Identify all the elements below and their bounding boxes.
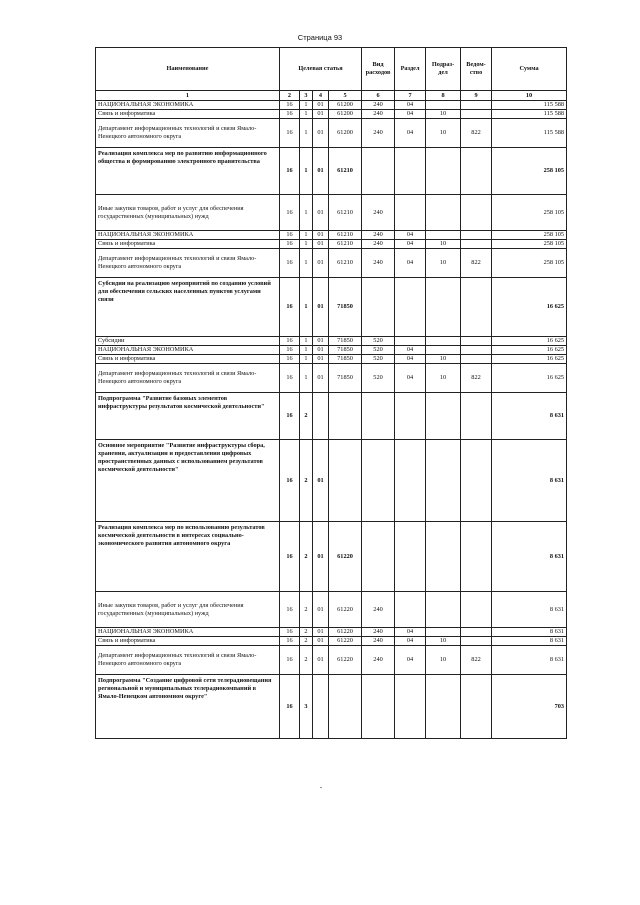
table-row (96, 249, 567, 278)
table-row (96, 355, 567, 364)
row-cell: 1 (300, 119, 313, 148)
column-number: 7 (395, 91, 426, 101)
column-number: 8 (426, 91, 461, 101)
row-cell: 04 (395, 249, 426, 278)
row-cell: 16 (280, 646, 300, 675)
row-cell: 04 (395, 110, 426, 119)
row-cell: 16 (280, 195, 300, 231)
header-section: Раздел (395, 48, 426, 91)
row-cell: 61210 (329, 195, 362, 231)
row-cell: 2 (300, 393, 313, 440)
table-row (96, 278, 567, 337)
row-cell (461, 231, 492, 240)
row-cell (362, 393, 395, 440)
row-cell (395, 278, 426, 337)
row-cell: 01 (313, 101, 329, 110)
row-cell (461, 440, 492, 522)
row-cell: 10 (426, 240, 461, 249)
row-cell (362, 675, 395, 739)
row-cell: 2 (300, 440, 313, 522)
table-row (96, 440, 567, 522)
row-name: Реализация комплекса мер по развитию информационного общества и формированию электронного правительства (96, 148, 280, 195)
column-number: 9 (461, 91, 492, 101)
row-cell: 520 (362, 355, 395, 364)
table-row (96, 592, 567, 628)
row-cell: 822 (461, 119, 492, 148)
table-row (96, 195, 567, 231)
row-cell (426, 440, 461, 522)
row-name: Иные закупки товаров, работ и услуг для обеспечения государственных (муниципальных) нужд (96, 592, 280, 628)
row-cell: 01 (313, 278, 329, 337)
row-name: НАЦИОНАЛЬНАЯ ЭКОНОМИКА (96, 101, 280, 110)
row-cell: 16 (280, 592, 300, 628)
row-name: Департамент информационных технологий и связи Ямало-Ненецкого автономного округа (96, 646, 280, 675)
row-cell: 240 (362, 628, 395, 637)
row-name: Субсидии (96, 337, 280, 346)
row-cell: 01 (313, 148, 329, 195)
header-expense-type: Вид расходов (362, 48, 395, 91)
row-cell (426, 148, 461, 195)
row-cell: 01 (313, 119, 329, 148)
row-cell: 01 (313, 240, 329, 249)
row-cell (395, 592, 426, 628)
table-row (96, 637, 567, 646)
row-name: Реализация комплекса мер по использованию результатов космической деятельности в интересах социально-экономического развития автономного округа (96, 522, 280, 592)
row-cell: 04 (395, 628, 426, 637)
row-cell: 01 (313, 337, 329, 346)
row-cell: 2 (300, 592, 313, 628)
row-cell: 71850 (329, 337, 362, 346)
row-name: Связь и информатика (96, 355, 280, 364)
row-cell (329, 440, 362, 522)
row-cell: 16 (280, 110, 300, 119)
row-cell: 520 (362, 364, 395, 393)
row-cell: 71850 (329, 364, 362, 393)
row-cell (426, 346, 461, 355)
row-name: Департамент информационных технологий и связи Ямало-Ненецкого автономного округа (96, 119, 280, 148)
row-cell: 01 (313, 195, 329, 231)
row-cell: 61200 (329, 101, 362, 110)
row-sum: 258 105 (492, 148, 567, 195)
table-row (96, 148, 567, 195)
row-sum: 258 105 (492, 240, 567, 249)
row-name: Основное мероприятие "Развитие инфраструктуры сбора, хранения, актуализации и предоставления цифровых пространственных данных с использованием результатов космической деятельности" (96, 440, 280, 522)
table-row (96, 628, 567, 637)
row-cell: 1 (300, 195, 313, 231)
row-cell: 61210 (329, 231, 362, 240)
row-cell: 2 (300, 637, 313, 646)
table-row (96, 119, 567, 148)
row-cell: 01 (313, 440, 329, 522)
row-cell: 61210 (329, 240, 362, 249)
row-cell: 1 (300, 249, 313, 278)
row-cell: 240 (362, 240, 395, 249)
row-cell: 2 (300, 522, 313, 592)
row-cell: 61200 (329, 110, 362, 119)
row-cell: 16 (280, 119, 300, 148)
row-cell: 01 (313, 592, 329, 628)
row-cell (426, 592, 461, 628)
row-cell: 16 (280, 148, 300, 195)
table-row (96, 646, 567, 675)
row-cell: 16 (280, 101, 300, 110)
row-sum: 16 625 (492, 364, 567, 393)
row-cell: 16 (280, 637, 300, 646)
row-cell (426, 231, 461, 240)
row-cell: 1 (300, 355, 313, 364)
row-cell: 04 (395, 231, 426, 240)
table-row (96, 110, 567, 119)
header-subsection: Подраз-дел (426, 48, 461, 91)
row-cell: 61210 (329, 148, 362, 195)
row-cell (461, 522, 492, 592)
row-name: Департамент информационных технологий и связи Ямало-Ненецкого автономного округа (96, 249, 280, 278)
row-cell (461, 278, 492, 337)
row-cell: 1 (300, 101, 313, 110)
row-cell: 822 (461, 646, 492, 675)
row-cell (461, 393, 492, 440)
row-cell: 04 (395, 355, 426, 364)
row-cell: 61220 (329, 646, 362, 675)
row-sum: 258 105 (492, 249, 567, 278)
table-row (96, 337, 567, 346)
row-cell: 240 (362, 231, 395, 240)
row-cell (461, 240, 492, 249)
row-cell (362, 440, 395, 522)
row-sum: 8 631 (492, 637, 567, 646)
row-sum: 8 631 (492, 440, 567, 522)
row-cell: 71850 (329, 278, 362, 337)
row-cell: 240 (362, 101, 395, 110)
row-sum: 16 625 (492, 337, 567, 346)
row-name: НАЦИОНАЛЬНАЯ ЭКОНОМИКА (96, 628, 280, 637)
row-name: НАЦИОНАЛЬНАЯ ЭКОНОМИКА (96, 346, 280, 355)
row-cell (426, 393, 461, 440)
row-cell (329, 393, 362, 440)
row-cell (426, 101, 461, 110)
row-cell (395, 195, 426, 231)
column-number-row (96, 91, 567, 101)
row-cell: 01 (313, 231, 329, 240)
row-cell: 16 (280, 675, 300, 739)
row-cell: 01 (313, 346, 329, 355)
table-row (96, 364, 567, 393)
row-sum: 703 (492, 675, 567, 739)
row-cell: 10 (426, 637, 461, 646)
row-sum: 8 631 (492, 628, 567, 637)
row-cell: 10 (426, 119, 461, 148)
column-number: 5 (329, 91, 362, 101)
row-cell: 01 (313, 522, 329, 592)
row-cell (395, 393, 426, 440)
row-cell: 10 (426, 364, 461, 393)
row-cell (461, 675, 492, 739)
row-cell: 04 (395, 637, 426, 646)
row-cell: 520 (362, 337, 395, 346)
row-sum: 8 631 (492, 646, 567, 675)
row-cell (395, 148, 426, 195)
row-cell: 04 (395, 646, 426, 675)
row-cell: 240 (362, 110, 395, 119)
row-name: Иные закупки товаров, работ и услуг для обеспечения государственных (муниципальных) нужд (96, 195, 280, 231)
row-sum: 8 631 (492, 393, 567, 440)
row-cell: 01 (313, 637, 329, 646)
row-cell: 16 (280, 346, 300, 355)
row-cell: 3 (300, 675, 313, 739)
row-cell: 61210 (329, 249, 362, 278)
row-sum: 8 631 (492, 592, 567, 628)
table-row (96, 240, 567, 249)
row-cell (461, 195, 492, 231)
scan-speck (320, 787, 322, 788)
row-cell: 240 (362, 646, 395, 675)
row-cell: 240 (362, 249, 395, 278)
row-cell: 16 (280, 440, 300, 522)
row-cell: 822 (461, 364, 492, 393)
row-cell (426, 522, 461, 592)
row-cell: 1 (300, 110, 313, 119)
column-number: 2 (280, 91, 300, 101)
row-sum: 258 105 (492, 195, 567, 231)
header-department: Ведом-ство (461, 48, 492, 91)
column-number: 4 (313, 91, 329, 101)
header-target-article: Целевая статья (280, 48, 362, 91)
table-row (96, 675, 567, 739)
row-cell: 16 (280, 364, 300, 393)
row-name: Связь и информатика (96, 240, 280, 249)
row-cell: 01 (313, 355, 329, 364)
row-cell: 16 (280, 249, 300, 278)
row-cell: 04 (395, 346, 426, 355)
row-cell (395, 337, 426, 346)
row-cell (362, 278, 395, 337)
page-label: Страница 93 (297, 33, 343, 42)
row-cell (461, 355, 492, 364)
row-cell (461, 346, 492, 355)
table-row (96, 522, 567, 592)
row-sum: 16 625 (492, 346, 567, 355)
row-cell: 61220 (329, 592, 362, 628)
table-row (96, 231, 567, 240)
row-cell: 04 (395, 364, 426, 393)
row-cell (426, 195, 461, 231)
table-row (96, 101, 567, 110)
row-cell: 16 (280, 278, 300, 337)
row-cell (362, 522, 395, 592)
budget-table (95, 47, 567, 739)
row-cell: 71850 (329, 346, 362, 355)
row-cell: 01 (313, 364, 329, 393)
row-cell: 240 (362, 195, 395, 231)
row-cell: 1 (300, 240, 313, 249)
row-cell: 01 (313, 249, 329, 278)
row-cell: 10 (426, 646, 461, 675)
row-cell (461, 628, 492, 637)
row-cell: 01 (313, 628, 329, 637)
row-cell (395, 522, 426, 592)
row-cell: 16 (280, 522, 300, 592)
column-number: 1 (96, 91, 280, 101)
row-name: Подпрограмма "Создание цифровой сети телерадиовещания региональной и муниципальных телерадиокомпаний в Ямало-Ненецком автономном округе" (96, 675, 280, 739)
row-cell (461, 337, 492, 346)
row-cell: 16 (280, 231, 300, 240)
table-row (96, 346, 567, 355)
row-sum: 115 588 (492, 101, 567, 110)
row-cell: 240 (362, 637, 395, 646)
row-cell (395, 675, 426, 739)
row-cell: 16 (280, 355, 300, 364)
row-cell (426, 278, 461, 337)
row-name: Связь и информатика (96, 637, 280, 646)
row-cell: 04 (395, 101, 426, 110)
row-cell: 16 (280, 337, 300, 346)
row-sum: 258 105 (492, 231, 567, 240)
row-cell: 01 (313, 646, 329, 675)
row-cell: 10 (426, 249, 461, 278)
column-number: 10 (492, 91, 567, 101)
row-sum: 16 625 (492, 355, 567, 364)
row-cell: 61220 (329, 522, 362, 592)
row-sum: 8 631 (492, 522, 567, 592)
row-cell: 240 (362, 119, 395, 148)
row-cell: 10 (426, 355, 461, 364)
row-cell: 2 (300, 628, 313, 637)
row-cell: 1 (300, 346, 313, 355)
row-name: Субсидии на реализацию мероприятий по созданию условий для обеспечения сельских населенных пунктов услугами связи (96, 278, 280, 337)
row-cell: 1 (300, 337, 313, 346)
row-cell: 1 (300, 231, 313, 240)
row-cell: 520 (362, 346, 395, 355)
row-sum: 115 588 (492, 110, 567, 119)
row-cell: 1 (300, 364, 313, 393)
row-cell (426, 337, 461, 346)
row-cell: 16 (280, 240, 300, 249)
column-number: 3 (300, 91, 313, 101)
row-cell: 1 (300, 148, 313, 195)
row-cell: 01 (313, 110, 329, 119)
row-name: Подпрограмма "Развитие базовых элементов инфраструктуры результатов космической деятельности" (96, 393, 280, 440)
row-cell (461, 592, 492, 628)
row-cell (395, 440, 426, 522)
row-name: Связь и информатика (96, 110, 280, 119)
table-row (96, 393, 567, 440)
header-name: Наименование (96, 48, 280, 91)
row-cell (329, 675, 362, 739)
row-cell (426, 675, 461, 739)
row-cell (426, 628, 461, 637)
row-cell: 16 (280, 393, 300, 440)
row-cell: 240 (362, 592, 395, 628)
row-cell: 61220 (329, 637, 362, 646)
row-cell (461, 148, 492, 195)
row-sum: 16 625 (492, 278, 567, 337)
row-cell: 16 (280, 628, 300, 637)
column-number: 6 (362, 91, 395, 101)
row-cell: 04 (395, 240, 426, 249)
row-cell (461, 637, 492, 646)
row-cell (313, 675, 329, 739)
row-cell: 04 (395, 119, 426, 148)
row-cell (461, 110, 492, 119)
row-cell: 71850 (329, 355, 362, 364)
row-cell: 1 (300, 278, 313, 337)
row-name: НАЦИОНАЛЬНАЯ ЭКОНОМИКА (96, 231, 280, 240)
row-name: Департамент информационных технологий и связи Ямало-Ненецкого автономного округа (96, 364, 280, 393)
row-cell (313, 393, 329, 440)
row-cell (461, 101, 492, 110)
row-cell (362, 148, 395, 195)
header-sum: Сумма (492, 48, 567, 91)
row-cell: 61200 (329, 119, 362, 148)
row-cell: 10 (426, 110, 461, 119)
row-cell: 822 (461, 249, 492, 278)
row-cell: 2 (300, 646, 313, 675)
row-sum: 115 588 (492, 119, 567, 148)
header-row (96, 48, 567, 91)
row-cell: 61220 (329, 628, 362, 637)
